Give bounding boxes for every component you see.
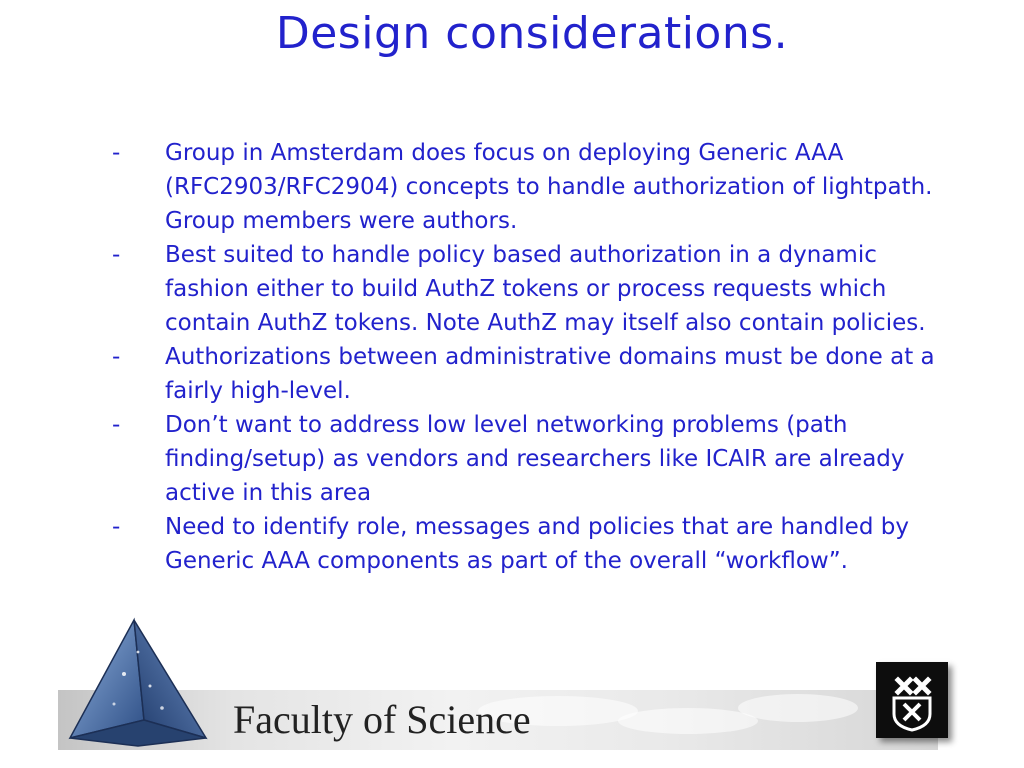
bullet-list [108,136,958,578]
bullet-item [108,238,958,340]
bullet-marker: - [112,514,121,540]
bullet-item [108,136,958,238]
slide-title: Design considerations. [275,8,789,59]
bullet-text: Group in Amsterdam does focus on deploying Generic AAA (RFC2903/RFC2904) concepts to handle authorization of lightpath. Group members were authors. [165,140,933,234]
bullet-marker: - [112,242,121,268]
bullet-item [108,510,958,578]
cloud-shape [738,694,858,722]
bullet-item [108,340,958,408]
cloud-shape [618,708,758,734]
bullet-marker: - [112,344,121,370]
bullet-item [108,408,958,510]
bullet-marker: - [112,412,121,438]
bullet-text: Need to identify role, messages and policies that are handled by Generic AAA components as part of the overall “workflow”. [165,514,909,574]
pyramid-logo-icon [58,612,218,752]
bullet-text: Best suited to handle policy based authorization in a dynamic fashion either to build AuthZ tokens or process requests which contain AuthZ tokens. Note AuthZ may itself also contain policies. [165,242,926,336]
faculty-label: Faculty of Science [233,697,531,742]
bullet-marker: - [112,140,121,166]
bullet-text: Don’t want to address low level networking problems (path finding/setup) as vendors and researchers like ICAIR are already active in this area [165,412,905,506]
bullet-text: Authorizations between administrative domains must be done at a fairly high-level. [165,344,935,404]
footer-banner [58,612,958,768]
uva-crest-icon [876,662,948,738]
